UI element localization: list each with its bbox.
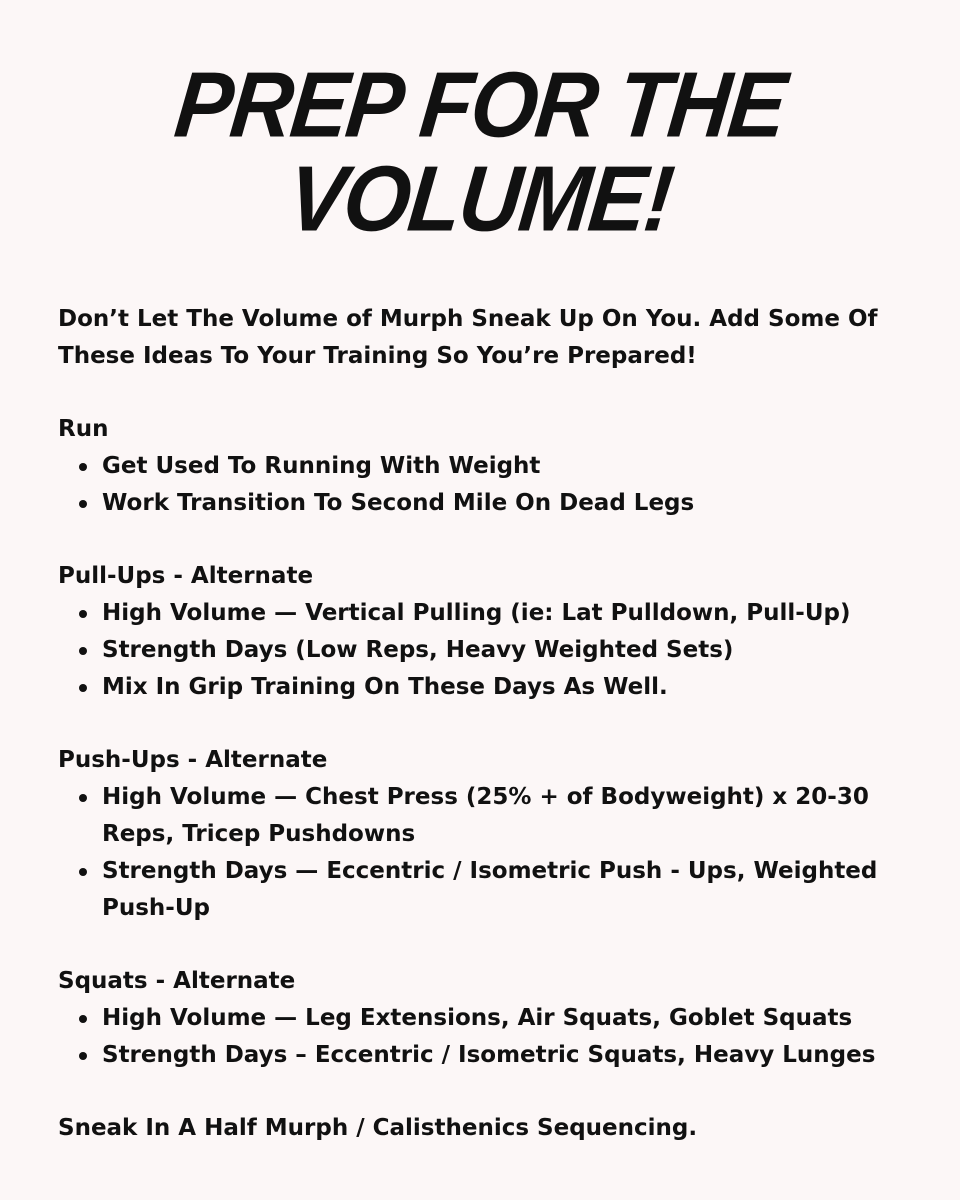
bullet-icon	[79, 794, 87, 802]
intro-text: Don’t Let The Volume of Murph Sneak Up On You. Add Some Of These Ideas To Your Training So You’re Prepared!	[58, 306, 878, 369]
list-item	[58, 853, 918, 927]
bullet-icon	[79, 1015, 87, 1023]
section-squats	[58, 963, 918, 1074]
bullet-icon	[79, 500, 87, 508]
list-item	[58, 632, 918, 669]
title-line-2: VOLUME!	[283, 147, 677, 251]
list-item-text: Strength Days — Eccentric / Isometric Push - Ups, Weighted Push-Up	[102, 858, 878, 921]
list-item-text: Strength Days (Low Reps, Heavy Weighted Sets)	[102, 637, 734, 663]
list-item	[58, 1000, 918, 1037]
list-item	[58, 485, 918, 522]
list-item	[58, 1037, 918, 1074]
list-item	[58, 595, 918, 632]
list-item-text: Work Transition To Second Mile On Dead Legs	[102, 490, 695, 516]
page-title	[0, 53, 960, 251]
bullet-icon	[79, 463, 87, 471]
title-line-1: PREP FOR THE	[170, 53, 790, 157]
list-item-text: Get Used To Running With Weight	[102, 453, 541, 479]
section-push-ups	[58, 742, 918, 927]
list-item-text: Mix In Grip Training On These Days As Well.	[102, 674, 668, 700]
bullet-list	[58, 1000, 918, 1074]
bullet-icon	[79, 868, 87, 876]
list-item-text: High Volume — Vertical Pulling (ie: Lat Pulldown, Pull-Up)	[102, 600, 851, 626]
bullet-icon	[79, 1052, 87, 1060]
section-pull-ups	[58, 558, 918, 706]
section-heading: Run	[58, 416, 109, 442]
closing-text: Sneak In A Half Murph / Calisthenics Sequencing.	[58, 1115, 698, 1141]
bullet-icon	[79, 647, 87, 655]
list-item	[58, 779, 918, 853]
section-heading: Pull-Ups - Alternate	[58, 563, 314, 589]
list-item-text: High Volume — Leg Extensions, Air Squats, Goblet Squats	[102, 1005, 853, 1031]
section-heading: Squats - Alternate	[58, 968, 296, 994]
bullet-list	[58, 448, 918, 522]
list-item	[58, 448, 918, 485]
bullet-icon	[79, 610, 87, 618]
bullet-list	[58, 779, 918, 927]
content-body	[58, 301, 918, 1147]
list-item-text: High Volume — Chest Press (25% + of Bodyweight) x 20-30 Reps, Tricep Pushdowns	[102, 784, 869, 847]
list-item-text: Strength Days – Eccentric / Isometric Squats, Heavy Lunges	[102, 1042, 876, 1068]
section-run	[58, 411, 918, 522]
bullet-list	[58, 595, 918, 706]
list-item	[58, 669, 918, 706]
section-heading: Push-Ups - Alternate	[58, 747, 328, 773]
bullet-icon	[79, 684, 87, 692]
